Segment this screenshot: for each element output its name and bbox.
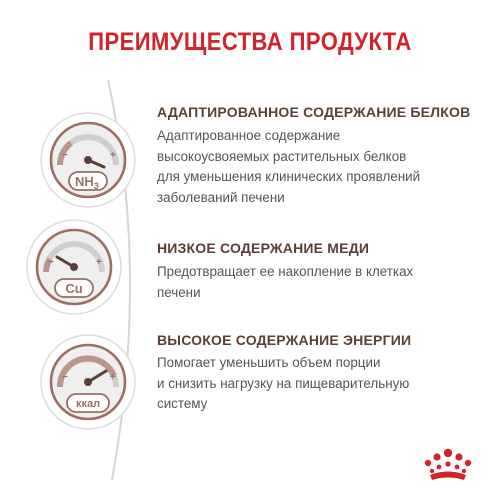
benefit-title: ВЫСОКОЕ СОДЕРЖАНИЕ ЭНЕРГИИ: [157, 332, 412, 348]
description-line: высокоусвояемых растительных белков: [157, 148, 407, 164]
royal-crown-logo-icon: [422, 444, 474, 484]
benefit-title: НИЗКОЕ СОДЕРЖАНИЕ МЕДИ: [157, 240, 370, 256]
description-line: печени: [157, 284, 201, 300]
description-line: Помогает уменьшить объем порции: [157, 355, 381, 370]
svg-text:+: +: [110, 372, 116, 383]
benefit-title: АДАПТИРОВАННОЕ СОДЕРЖАНИЕ БЕЛКОВ: [157, 104, 471, 120]
svg-text:−: −: [48, 257, 54, 268]
svg-text:−: −: [62, 150, 68, 161]
icon-label: Cu: [65, 281, 83, 296]
page-title: ПРЕИМУЩЕСТВА ПРОДУКТА: [88, 28, 412, 56]
svg-text:+: +: [110, 150, 116, 161]
description-line: Адаптированное содержание: [157, 128, 341, 143]
gauge-nh3-icon: [38, 110, 138, 210]
description-line: Предотвращает ее накопление в клетках: [157, 264, 414, 279]
benefit-description: [157, 262, 487, 303]
icon-label-sub: 3: [93, 181, 99, 191]
description-line: систему: [157, 396, 208, 411]
icon-label: ккал: [75, 398, 101, 410]
description-line: заболеваний печени: [157, 189, 285, 205]
svg-text:+: +: [96, 257, 102, 268]
benefit-description: [157, 126, 487, 208]
gauge-cu-icon: [24, 217, 124, 317]
description-line: и снизить нагрузку на пищеварительную: [157, 375, 410, 391]
benefit-description: [157, 353, 487, 415]
svg-text:−: −: [62, 372, 68, 383]
description-line: для уменьшения клинических проявлений: [157, 169, 421, 184]
icon-label: NH: [75, 174, 94, 189]
gauge-kcal-icon: [38, 332, 138, 432]
